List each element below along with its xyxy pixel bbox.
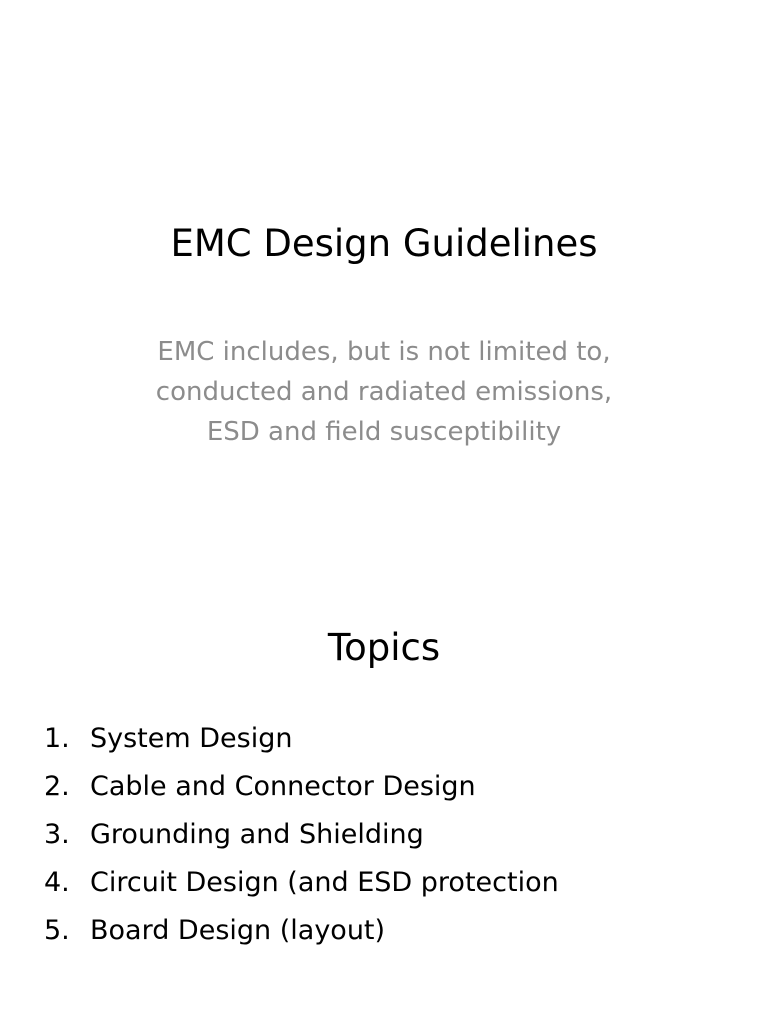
list-item — [44, 811, 724, 859]
subtitle-line: conducted and radiated emissions, — [155, 377, 613, 407]
list-item-label: Cable and Connector Design — [90, 771, 476, 802]
subtitle-line: ESD and field susceptibility — [206, 417, 562, 447]
list-item — [44, 907, 724, 955]
list-item-label: Circuit Design (and ESD protection — [90, 867, 559, 898]
list-item-number: 1. — [44, 723, 70, 754]
topics-list — [44, 715, 724, 955]
list-item-number: 5. — [44, 915, 70, 946]
slide-title: EMC Design Guidelines — [170, 222, 598, 265]
list-item — [44, 715, 724, 763]
list-item-number: 4. — [44, 867, 70, 898]
topics-heading: Topics — [327, 626, 441, 669]
list-item-label: Grounding and Shielding — [90, 819, 424, 850]
list-item-number: 3. — [44, 819, 70, 850]
topics-slide — [0, 512, 768, 1024]
list-item — [44, 859, 724, 907]
subtitle-line: EMC includes, but is not limited to, — [157, 337, 611, 367]
list-item-label: System Design — [90, 723, 293, 754]
list-item-number: 2. — [44, 771, 70, 802]
list-item — [44, 763, 724, 811]
slide-subtitle — [84, 332, 684, 452]
list-item-label: Board Design (layout) — [90, 915, 386, 946]
